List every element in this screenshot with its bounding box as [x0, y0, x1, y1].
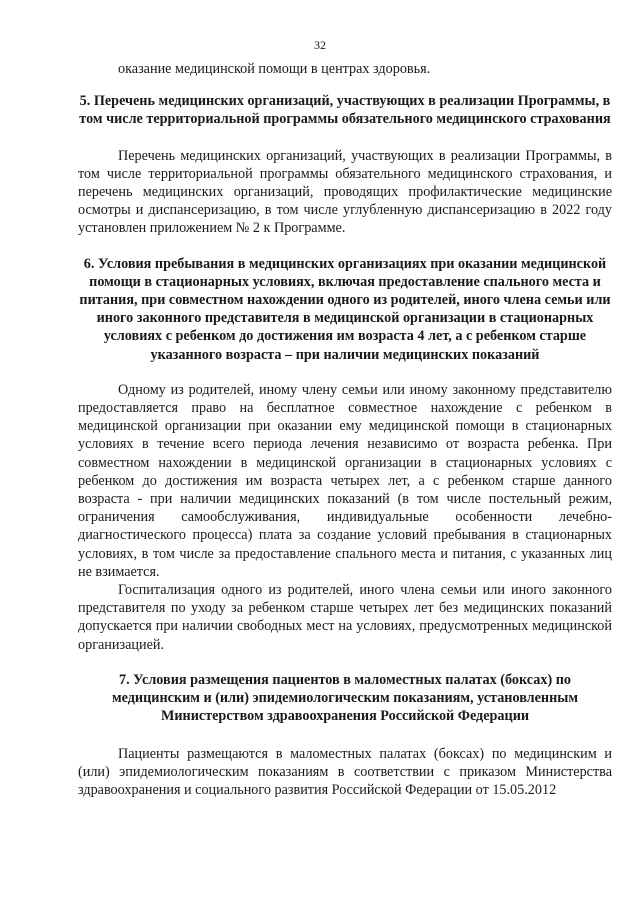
document-body: [78, 60, 612, 799]
section-5-heading: 5. Перечень медицинских организаций, участвующих в реализации Программы, в том числе территориальной программы обязательного медицинского страхования: [79, 93, 611, 128]
section-7-paragraph-1: Пациенты размещаются в маломестных палатах (боксах) по медицинским и (или) эпидемиологическим показаниям в соответствии с приказом Министерства здравоохранения и социального развития Российской Федерации от 15.05.2012: [78, 745, 612, 798]
section-6-paragraph-2: Госпитализация одного из родителей, иного члена семьи или иного законного представителя по уходу за ребенком старше четырех лет без медицинских показаний допускается при наличии свободных мест на условиях, предусмотренных медицинской организацией.: [78, 582, 612, 653]
section-5-paragraph-1: Перечень медицинских организаций, участвующих в реализации Программы, в том числе территориальной программы обязательного медицинского страхования, и перечень медицинских организаций, проводящих профилактические медицинские осмотры и диспансеризацию, в том числе углубленную диспансеризацию в 2022 году установлен приложением № 2 к Программе.: [78, 147, 612, 237]
intro-line: оказание медицинской помощи в центрах здоровья.: [118, 61, 431, 77]
page-number: 32: [314, 38, 326, 52]
section-6-paragraph-1: Одному из родителей, иному члену семьи или иному законному представителю предоставляется право на бесплатное совместное нахождение с ребенком в медицинской организации при оказании ему медицинской помощи в стационарных условиях в течение всего периода лечения независимо от возраста ребенка. При совместном нахождении в медицинской организации в стационарных условиях с ребенком до достижения им возраста четырех лет, а с ребенком старше данного возраста - при наличии медицинских показаний (в том числе постельный режим, ограничения самообслуживания, индивидуальные особенности лечебно-диагностического процесса) плата за создание условий пребывания в стационарных условиях, в том числе за предоставление спального места и питания, с указанных лиц не взимается.: [78, 381, 612, 580]
section-7-heading: 7. Условия размещения пациентов в маломестных палатах (боксах) по медицинским и (или) эпидемиологическим показаниям, установленным Министерством здравоохранения Российской Федерации: [111, 671, 579, 725]
section-6-heading: 6. Условия пребывания в медицинских организациях при оказании медицинской помощи в стационарных условиях, включая предоставление спального места и питания, при совместном нахождении одного из родителей, иного члена семьи или иного законного представителя в медицинской организации в стационарных условиях с ребенком до достижения им возраста 4 лет, а с ребенком старше указанного возраста – при наличии медицинских показаний: [79, 255, 611, 363]
